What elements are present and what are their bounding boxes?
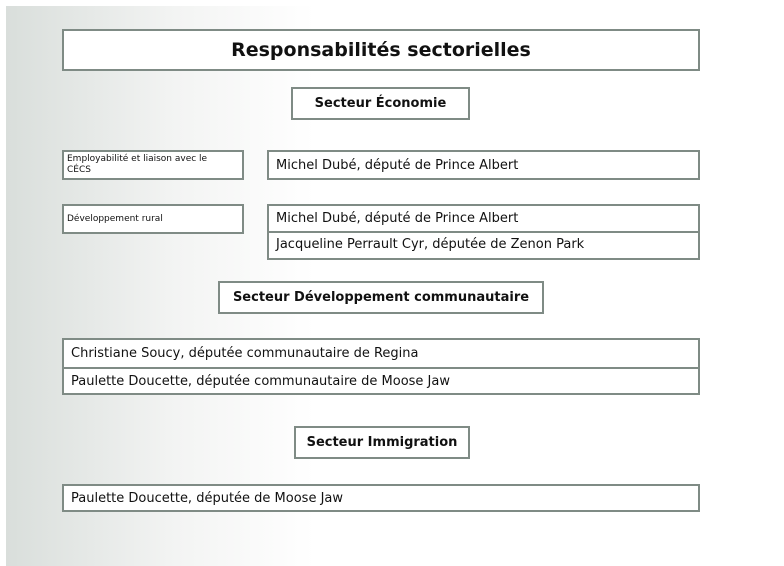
communautaire-people <box>62 338 700 395</box>
role-developpement-rural: Développement rural <box>62 204 244 234</box>
person-row: Michel Dubé, député de Prince Albert <box>276 211 519 226</box>
person-row: Paulette Doucette, députée communautaire de Moose Jaw <box>64 367 698 393</box>
role-employabilite-label: Employabilité et liaison avec le CÉCS <box>67 154 208 175</box>
developpement-rural-people <box>267 204 700 260</box>
person-employabilite: Michel Dubé, député de Prince Albert <box>267 150 700 180</box>
page-title: Responsabilités sectorielles <box>62 29 700 71</box>
person-immigration: Paulette Doucette, députée de Moose Jaw <box>62 484 700 512</box>
sector-economie-heading: Secteur Économie <box>291 87 470 120</box>
sector-communautaire-heading: Secteur Développement communautaire <box>218 281 544 314</box>
sector-immigration-heading: Secteur Immigration <box>294 426 470 459</box>
role-employabilite <box>62 150 244 180</box>
person-row: Jacqueline Perrault Cyr, députée de Zenon Park <box>269 231 698 256</box>
person-row: Christiane Soucy, députée communautaire de Regina <box>71 346 419 361</box>
